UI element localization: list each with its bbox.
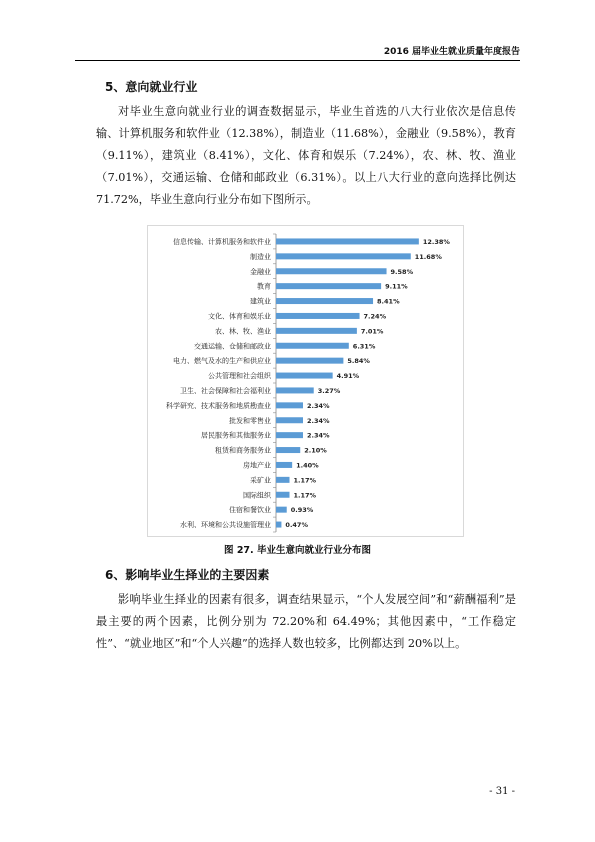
category-label: 采矿业 — [250, 476, 271, 485]
bar — [276, 387, 314, 393]
industry-bar-chart — [147, 225, 464, 537]
category-label: 农、林、牧、渔业 — [215, 327, 271, 336]
bar — [276, 417, 303, 423]
category-label: 建筑业 — [250, 297, 271, 306]
section-6-paragraph: 影响毕业生择业的因素有很多，调查结果显示，“个人发展空间”和“薪酬福利”是最主要的两个因素，比例分别为 72.20%和 64.49%；其他因素中，“工作稳定性”、“就业地区”和“个人兴趣”的选择人数也较多，比例都达到 20%以上。 — [96, 593, 516, 650]
category-label: 制造业 — [250, 252, 271, 261]
category-label: 教育 — [257, 282, 271, 291]
bar — [276, 313, 360, 319]
header-title: 2016 届毕业生就业质量年度报告 — [383, 47, 520, 57]
section-6-heading: 6、影响毕业生择业的主要因素 — [105, 568, 270, 582]
data-label: 1.17% — [293, 476, 317, 485]
page-number: - 31 - — [489, 786, 515, 797]
data-label: 3.27% — [317, 386, 341, 395]
category-label: 租赁和商务服务业 — [215, 446, 271, 455]
bar — [276, 447, 300, 453]
category-label: 文化、体育和娱乐业 — [208, 312, 271, 321]
category-label: 房地产业 — [243, 461, 271, 470]
data-label: 9.58% — [390, 267, 414, 276]
data-label: 2.34% — [307, 401, 330, 410]
data-label: 2.34% — [307, 416, 330, 425]
category-label: 信息传输、计算机服务和软件业 — [173, 237, 271, 246]
category-label: 批发和零售业 — [229, 416, 271, 425]
data-label: 6.31% — [352, 342, 376, 351]
data-label: 12.38% — [422, 237, 450, 246]
data-label: 7.01% — [360, 327, 384, 336]
category-label: 科学研究、技术服务和地质勘查业 — [166, 401, 271, 410]
figure-caption: 图 27. 毕业生意向就业行业分布图 — [224, 545, 371, 556]
data-label: 2.10% — [304, 446, 327, 455]
data-label: 4.91% — [336, 372, 360, 381]
bar — [276, 253, 411, 259]
bar — [276, 492, 290, 498]
bar — [276, 328, 357, 334]
bar — [276, 298, 373, 304]
data-label: 8.41% — [377, 297, 400, 306]
data-label: 7.24% — [363, 312, 387, 321]
bar — [276, 283, 381, 289]
category-label: 国际组织 — [243, 491, 271, 500]
data-label: 11.68% — [414, 252, 442, 261]
data-label: 0.47% — [285, 521, 308, 530]
bar — [276, 238, 419, 244]
bar — [276, 507, 287, 513]
category-label: 电力、燃气及水的生产和供应业 — [173, 357, 271, 366]
report-header — [75, 44, 520, 61]
data-label: 2.34% — [307, 431, 330, 440]
bar — [276, 432, 303, 438]
bar — [276, 343, 349, 349]
bar — [276, 522, 281, 528]
bar — [276, 358, 343, 364]
data-label: 5.84% — [347, 357, 370, 366]
data-label: 0.93% — [290, 506, 314, 515]
bar — [276, 402, 303, 408]
category-label: 居民服务和其他服务业 — [201, 431, 271, 440]
bar — [276, 462, 292, 468]
category-label: 卫生、社会保障和社会福利业 — [180, 386, 271, 395]
section-5-paragraph: 对毕业生意向就业行业的调查数据显示，毕业生首选的八大行业依次是信息传输、计算机服务和软件业（12.38%），制造业（11.68%），金融业（9.58%），教育（9.11%），建筑业（8.41%），文化、体育和娱乐（7.24%），农、林、牧、渔业（7.01%），交通运输、仓储和邮政业（6.31%）。以上八大行业的意向选择比例达71.72%，毕业生意向行业分布如下图所示。 — [96, 105, 516, 206]
data-label: 1.40% — [296, 461, 319, 470]
category-label: 住宿和餐饮业 — [229, 506, 271, 515]
data-label: 9.11% — [385, 282, 408, 291]
category-label: 公共管理和社会组织 — [208, 372, 271, 381]
chart-svg — [148, 226, 463, 536]
bar — [276, 373, 333, 379]
data-label: 1.17% — [293, 491, 317, 500]
bar — [276, 268, 387, 274]
category-label: 水利、环境和公共设施管理业 — [180, 521, 271, 530]
category-label: 金融业 — [250, 267, 271, 276]
bar — [276, 477, 290, 483]
section-5-heading: 5、意向就业行业 — [105, 80, 198, 94]
category-label: 交通运输、仓储和邮政业 — [194, 342, 271, 351]
